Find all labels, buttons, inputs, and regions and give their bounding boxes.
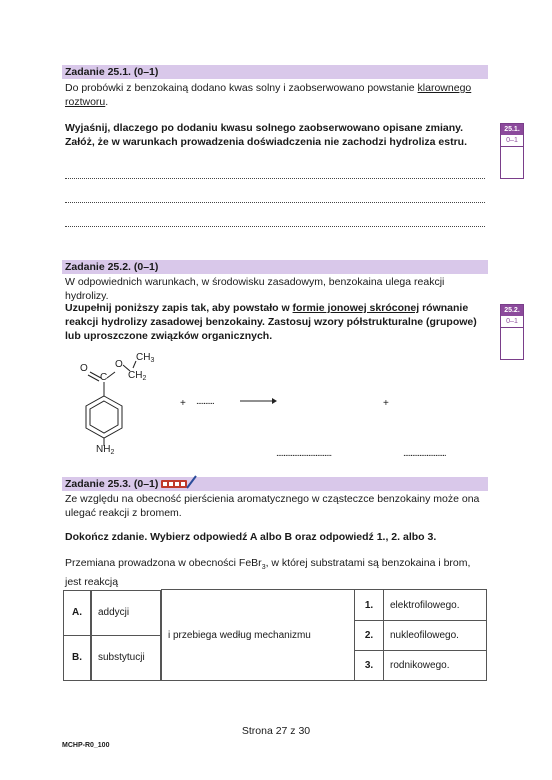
task-25-3-intro: Ze względu na obecność pierścienia aromatycznego w cząsteczce benzokainy może ona ulegać reakcji z bromem. — [65, 493, 480, 519]
option-1-key[interactable]: 1. — [355, 590, 384, 621]
score-box-field[interactable] — [501, 328, 523, 359]
task-25-3-header: Zadanie 25.3. (0–1) — [62, 477, 488, 491]
pencil-badge-icon — [160, 474, 200, 492]
answer-table — [63, 589, 487, 681]
product-blank-2[interactable]: ........................ — [403, 448, 446, 459]
option-a-key[interactable]: A. — [64, 590, 91, 635]
task-25-1-instruction: Wyjaśnij, dlaczego po dodaniu kwasu solnego zaobserwowano opisane zmiany. Załóż, że w warunkach prowadzenia doświadczenia nie zachodzi hydroliza estru. — [65, 122, 468, 148]
plus-sign-2: + — [383, 398, 389, 409]
task-25-2-header: Zadanie 25.2. (0–1) — [62, 260, 488, 274]
score-box-points: 0–1 — [501, 316, 523, 328]
answer-line-1[interactable] — [65, 176, 485, 179]
option-2-key[interactable]: 2. — [355, 621, 384, 651]
reactant-blank[interactable]: .......... — [196, 396, 214, 407]
methyl-group: $CH_3$ — [136, 352, 155, 364]
option-b-label[interactable]: substytucji — [92, 635, 161, 680]
score-box-25-2 — [500, 304, 524, 360]
score-box-label: 25.1. — [501, 124, 523, 135]
score-box-points: 0–1 — [501, 135, 523, 147]
task-25-3-sentence: Przemiana prowadzona w obecności FeBr$_3$, w której substratami są benzokaina i brom, jest reakcją — [65, 557, 471, 589]
amino-group: $NH_2$ — [96, 444, 115, 456]
answer-line-2[interactable] — [65, 200, 485, 203]
methylene-group: $CH_2$ — [128, 370, 147, 382]
carbonyl-oxygen: O — [80, 363, 88, 374]
option-3-label[interactable]: rodnikowego. — [384, 651, 487, 681]
option-1-label[interactable]: elektrofilowego. — [384, 590, 487, 621]
underlined-phrase: klarownego roztworu — [65, 82, 472, 108]
middle-phrase: i przebiega według mechanizmu — [162, 590, 355, 681]
score-box-25-1 — [500, 123, 524, 179]
task-25-1-intro: Do probówki z benzokainą dodano kwas solny i zaobserwowano powstanie klarownego roztworu. — [65, 82, 472, 108]
page-number: Strona 27 z 30 — [241, 725, 311, 737]
score-box-label: 25.2. — [501, 305, 523, 316]
reaction-arrow-icon — [238, 396, 278, 406]
option-a-label[interactable]: addycji — [92, 590, 161, 635]
task-25-2-intro: W odpowiednich warunkach, w środowisku zasadowym, benzokaina ulega reakcji hydrolizy. — [65, 276, 445, 302]
task-25-1-header: Zadanie 25.1. (0–1) — [62, 65, 488, 79]
score-box-field[interactable] — [501, 147, 523, 178]
task-25-2-instruction: Uzupełnij poniższy zapis tak, aby powstało w formie jonowej skróconej równanie reakcji hydrolizy zasadowej benzokainy. Zastosuj wzory półstrukturalne (grupowe) lub uproszczone związków organicznych. — [65, 302, 477, 342]
product-blank-1[interactable]: ............................... — [276, 448, 332, 459]
benzocaine-structure — [70, 348, 180, 458]
answer-line-3[interactable] — [65, 224, 485, 227]
document-code: MCHP-R0_100 — [62, 742, 110, 749]
option-b-key[interactable]: B. — [64, 635, 91, 680]
carbon-atom: C — [100, 372, 108, 383]
ester-oxygen: O — [115, 359, 123, 370]
option-3-key[interactable]: 3. — [355, 651, 384, 681]
option-2-label[interactable]: nukleofilowego. — [384, 621, 487, 651]
task-25-3-instruction: Dokończ zdanie. Wybierz odpowiedź A albo B oraz odpowiedź 1., 2. albo 3. — [65, 531, 437, 543]
plus-sign-1: + — [180, 398, 186, 409]
